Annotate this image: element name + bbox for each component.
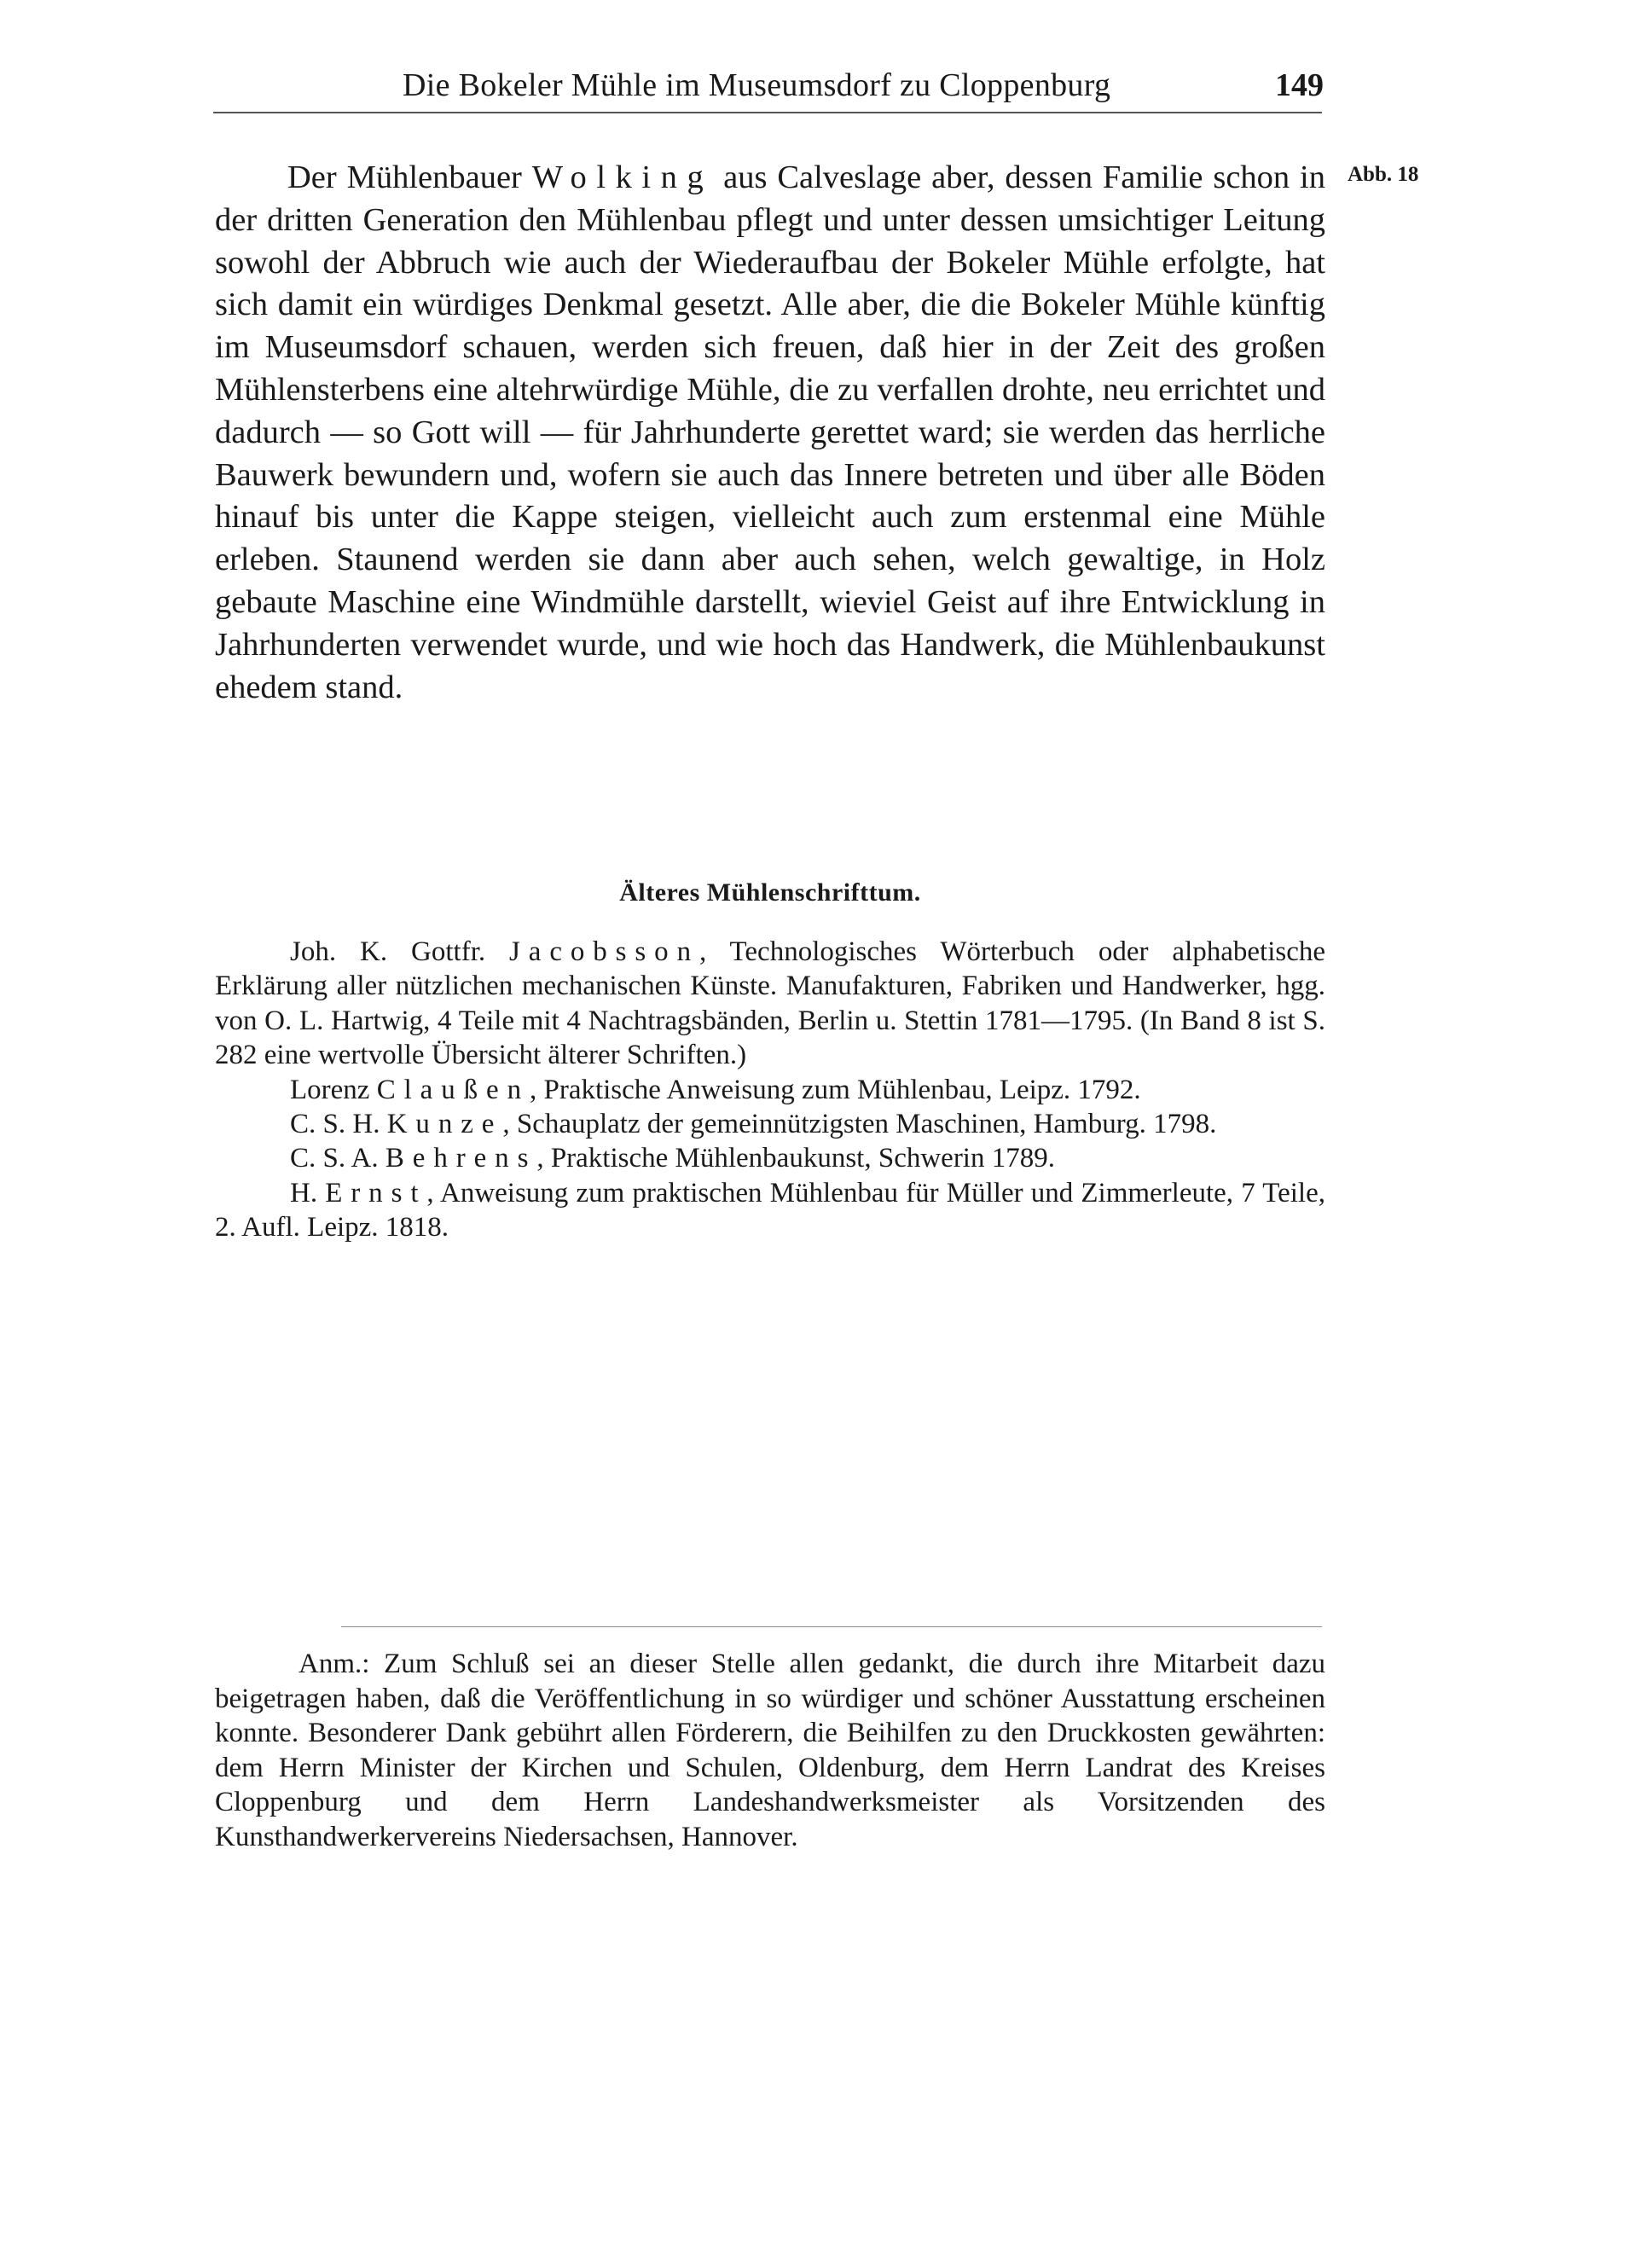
entry-text: , Schauplatz der gemeinnützigsten Maschinen, Hamburg. 1798.	[502, 1109, 1217, 1140]
main-text-rest: aus Calveslage aber, dessen Familie schon in der dritten Generation den Mühlenbau pflegt und unter dessen umsichtiger Leitung sowohl der Abbruch wie auch der Wiederaufbau der Bokeler Mühle erfolgte, hat sich damit ein würdiges Denkmal gesetzt. Alle aber, die die Bokeler Mühle künftig im Museumsdorf schauen, werden sich freuen, daß hier in der Zeit des großen Mühlensterbens eine altehrwürdige Mühle, die zu verfallen drohte, neu errichtet und dadurch — so Gott will — für Jahrhunderte gerettet ward; sie werden das herrliche Bauwerk bewundern und, wofern sie auch das Innere betreten und über alle Böden hinauf bis unter die Kappe steigen, vielleicht auch zum erstenmal eine Mühle erleben. Staunend werden sie dann aber auch sehen, welch gewaltige, in Holz gebaute Maschine eine Windmühle darstellt, wieviel Geist auf ihre Entwicklung in Jahrhunderten verwendet wurde, und wie hoch das Handwerk, die Mühlenbaukunst ehedem stand.	[215, 159, 1326, 705]
entry-text: , Praktische Anweisung zum Mühlenbau, Leipz. 1792.	[529, 1074, 1141, 1105]
entry-text: , Anweisung zum praktischen Mühlenbau für Müller und Zimmerleute, 7 Teile, 2. Aufl. Leipz. 1818.	[215, 1177, 1325, 1243]
bibliography-entry	[215, 935, 1325, 1073]
section-heading: Älteres Mühlenschrifttum.	[619, 878, 921, 907]
entry-prefix: Lorenz	[290, 1074, 377, 1105]
page-number: 149	[1275, 67, 1324, 103]
author-name: Claußen	[376, 1074, 530, 1105]
author-name: Kunze	[386, 1109, 503, 1140]
bibliography-entry	[215, 1176, 1325, 1245]
author-name: Jacobsson	[509, 936, 699, 967]
entry-prefix: C. S. A.	[290, 1143, 385, 1174]
entry-prefix: Joh. K. Gottfr.	[290, 936, 510, 967]
running-head	[215, 61, 1324, 113]
entry-text: , Technologisches Wörterbuch oder alphabetische Erklärung aller nützlichen mechanischen Künste. Manufakturen, Fabriken und Handwerker, hgg. von O. L. Hartwig, 4 Teile mit 4 Nachtragsbänden, Berlin u. Stettin 1781—1795. (In Band 8 ist S. 282 eine wertvolle Übersicht älterer Schriften.)	[215, 936, 1326, 1071]
entry-prefix: H.	[290, 1177, 326, 1208]
main-text-start: Der Mühlenbauer	[287, 159, 532, 195]
figure-reference: Abb. 18	[1348, 163, 1419, 186]
running-title: Die Bokeler Mühle im Museumsdorf zu Cloppenburg	[403, 67, 1111, 103]
header-rule	[213, 112, 1322, 113]
entry-prefix: C. S. H.	[290, 1109, 387, 1140]
footnote-rule	[341, 1626, 1322, 1627]
entry-text: , Praktische Mühlenbaukunst, Schwerin 1789.	[536, 1143, 1055, 1174]
bibliography	[215, 935, 1325, 1245]
bibliography-entry	[215, 1141, 1325, 1175]
author-name: Behrens	[385, 1143, 537, 1174]
footnote: Anm.: Zum Schluß sei an dieser Stelle allen gedankt, die durch ihre Mitarbeit dazu beigetragen haben, daß die Veröffentlichung in so würdiger und schöner Ausstattung erscheinen konnte. Besonderer Dank gebührt allen Förderern, die Beihilfen zu den Druckkosten gewährten: dem Herrn Minister der Kirchen und Schulen, Oldenburg, dem Herrn Landrat des Kreises Cloppenburg und dem Herrn Landeshandwerksmeister als Vorsitzenden des Kunsthandwerkervereins Niedersachsen, Hannover.	[215, 1649, 1325, 1852]
bibliography-entry	[215, 1107, 1325, 1141]
bibliography-entry	[215, 1073, 1325, 1107]
author-name: Ernst	[325, 1177, 427, 1208]
main-paragraph	[215, 157, 1325, 709]
spaced-name: Wolking	[531, 159, 714, 195]
